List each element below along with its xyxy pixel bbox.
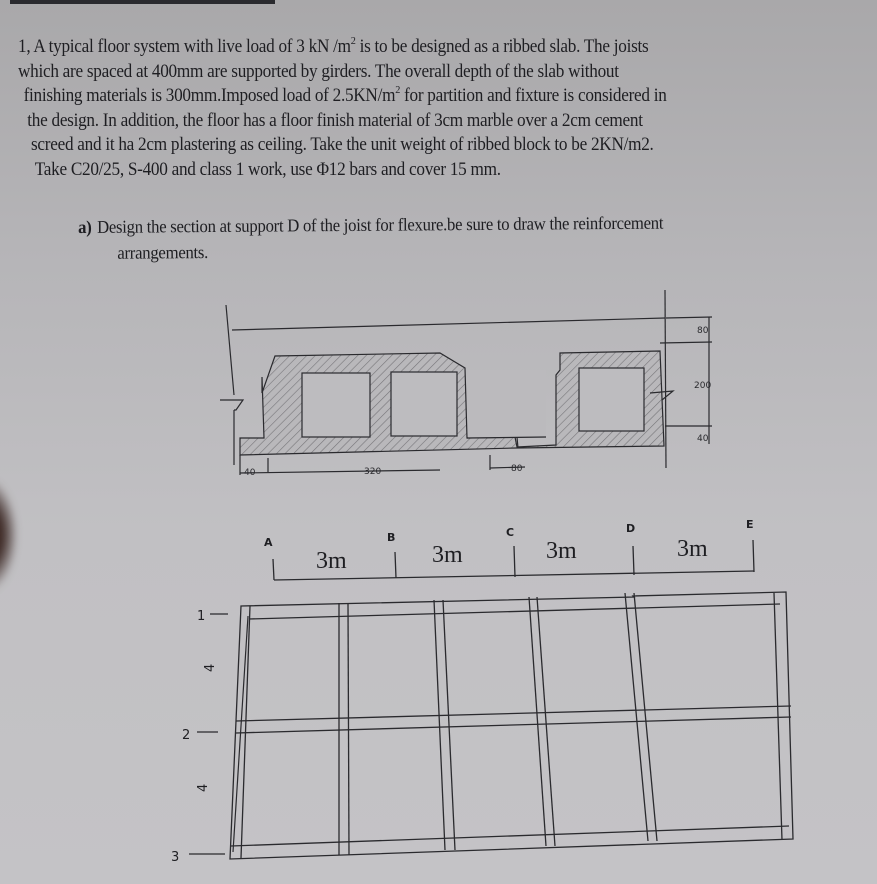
dim-bottom: 40 bbox=[697, 434, 709, 444]
support-A: A bbox=[264, 536, 273, 549]
dim-block-width: 320 bbox=[364, 467, 382, 477]
support-D: D bbox=[626, 522, 636, 535]
grid-line-1: 1 bbox=[197, 609, 206, 624]
question-line-2: which are spaced at 400mm are supported by girders. The overall depth of the slab without bbox=[18, 61, 619, 82]
dim-rib-width: 80 bbox=[511, 464, 523, 474]
support-B: B bbox=[387, 531, 396, 544]
dim-block-height: 200 bbox=[694, 381, 712, 391]
question-line-1: 1, A typical floor system with live load of 3 kN $/m^2$ is to be designed as a ribbed slab. The joists bbox=[18, 35, 649, 57]
span-AB: 3m bbox=[316, 548, 347, 574]
span-labels bbox=[316, 536, 708, 574]
grid-line-2: 2 bbox=[182, 728, 191, 743]
grid-line-3: 3 bbox=[171, 850, 180, 865]
grid-spacing-1-2: 4 bbox=[203, 663, 218, 672]
question-line-6: Take C20/25, S-400 and class 1 work, use Φ12 bars and cover 15 mm. bbox=[34, 159, 501, 180]
sub-question-label: a) bbox=[78, 216, 92, 237]
span-CD: 3m bbox=[546, 538, 577, 564]
question-line-5: screed and it ha 2cm plastering as ceiling. Take the unit weight of ribbed block to be 2KN/m2. bbox=[31, 135, 654, 155]
dim-topping: 80 bbox=[697, 326, 709, 336]
span-BC: 3m bbox=[432, 542, 463, 568]
ribbed-slab-section bbox=[220, 290, 712, 475]
dim-left-rib: 40 bbox=[244, 468, 256, 478]
sub-question-text: Design the section at support D of the joist for flexure.be sure to draw the reinforcement bbox=[96, 212, 664, 237]
support-C: C bbox=[506, 526, 515, 539]
question-line-3: finishing materials is 300mm.Imposed load of $2.5KN/m^2$ for partition and fixture is considered in bbox=[23, 84, 667, 106]
grid-labels bbox=[171, 609, 218, 865]
span-DE: 3m bbox=[677, 536, 708, 562]
question-line-4: the design. In addition, the floor has a floor finish material of 3cm marble over a 2cm cement bbox=[27, 110, 643, 131]
support-E: E bbox=[746, 518, 754, 531]
floor-plan-grid bbox=[230, 592, 793, 859]
grid-spacing-2-3: 4 bbox=[196, 783, 211, 792]
sub-question-text-cont: arrangements. bbox=[117, 242, 209, 263]
